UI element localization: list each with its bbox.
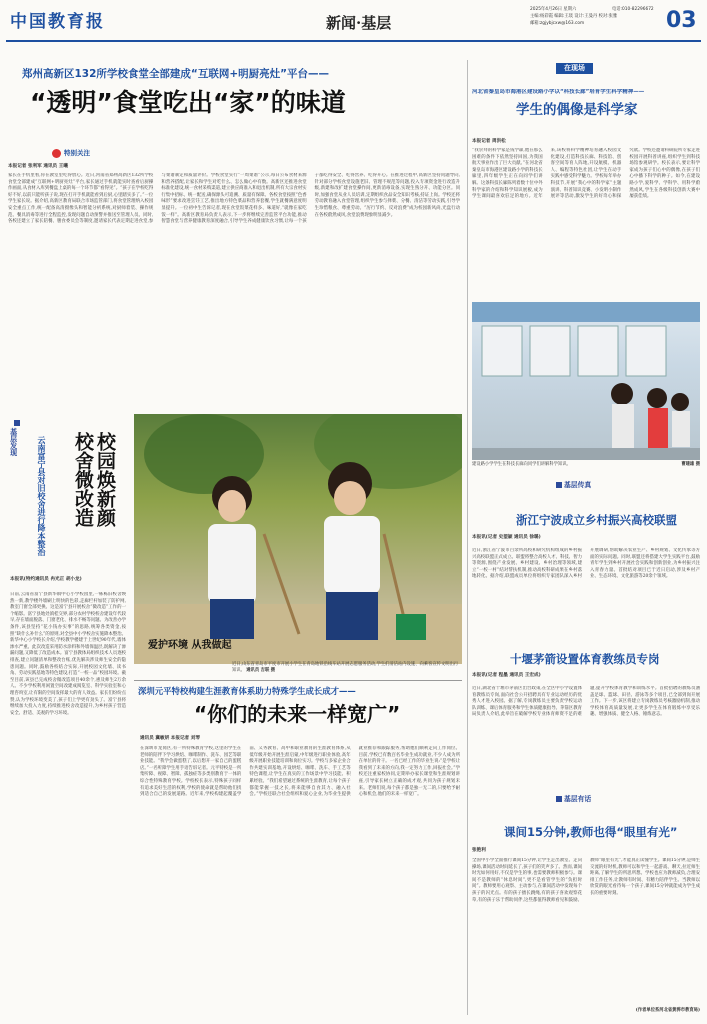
masthead bbox=[0, 0, 707, 58]
meta-line: 电话:010-82296672 bbox=[612, 7, 654, 12]
column-tag bbox=[52, 149, 90, 158]
science-kicker: 河北省秦皇岛市海港区建设路小学以“科技长廊”培育学生科学精神—— bbox=[472, 89, 645, 95]
masthead-meta bbox=[530, 7, 660, 27]
column-tag-label: 特别关注 bbox=[64, 149, 90, 158]
students-picking-litter-illustration bbox=[134, 414, 462, 664]
base-report-headline: 校园焕新颜 校舍微改造 bbox=[72, 432, 116, 527]
shenzhen-body: 在深圳市龙岗区,有一所特殊教育学校,这里的学生在老师的陪伴下学习烘焙、咖啡制作、洗车、园艺等职业技能。“我学会做蛋糕了,以后想开一家自己的蛋糕店。”一名听障学生用手语告诉记者。元平特校是一所集听障、视障、智障、孤独症等多类别教育于一体的综合性特殊教育学校。学校校长表示,特殊孩子同样有追求美好生活的权利,学校的使命就是帮助他们找到适合自己的发展道路。近年来,学校构建起覆盖学前、义务教育、高中和职业教育的生涯教育体系,从低年级开始开展生涯启蒙,中年级进行职业体验,高年级开展职业技能培训和岗位实习。学校与多家企业合作共建实训基地,开设烘焙、咖啡、洗车、手工艺等特色课程,让学生在真实的工作场景中学习技能、积累经验。“我们希望通过系统的生涯教育,让每个孩子都能掌握一技之长,将来能够自食其力、融入社会。”学校还联合社会组织和爱心企业,为毕业生提供就业推荐和跟踪服务,帮助他们顺利走向工作岗位。目前,学校已有数百名毕业生成功就业,不少人成为所在单位的骨干。一名已经工作的毕业生说:“是学校让我看到了未来的方向,我一定努力工作,回报社会。”学校还注重家校协同,定期举办家长课堂和生涯规划讲座,引导家长树立正确的成才观,共同为孩子规划未来。老师们说,每个孩子都是独一无二的,只要给予耐心和机会,他们的未来一样宽广。 bbox=[140, 746, 460, 798]
tag-square-icon bbox=[556, 796, 562, 802]
base-voice-tag-label: 基层有话 bbox=[564, 795, 592, 803]
science-photo-caption bbox=[472, 462, 700, 468]
photo-caption-text: 近日,山东省青岛市平度市开展小学生在青岛地铁沿线车站开展志愿服务活动,学生们清洁站内设施、向乘客宣传文明出行知识。 bbox=[232, 662, 459, 673]
zhejiang-byline: 本报讯(记者 史望颖 通讯员 徐璐) bbox=[472, 535, 541, 540]
science-photo bbox=[472, 302, 700, 460]
star-icon bbox=[52, 149, 61, 158]
science-caption-text: 建设路小学学生在科技长廊向同学们讲解科学知识。 bbox=[472, 462, 571, 467]
base-report-subhead: 云南富宁县对旧校舍进行降本整治 bbox=[37, 436, 46, 556]
photo-credit: 通讯员 吉联 摄 bbox=[246, 668, 276, 673]
science-corridor-illustration bbox=[472, 302, 700, 460]
tag-square-icon bbox=[556, 482, 562, 488]
base-report-tag bbox=[10, 420, 24, 456]
shenzhen-kicker: 深圳元平特校构建生涯教育体系助力特殊学生成长成才—— bbox=[138, 686, 356, 696]
base-report-byline: 本报讯(特约通讯员 冉光正 胡小龙) bbox=[10, 577, 82, 582]
meta-line: 邮箱:zgjybjcxw@163.com bbox=[530, 21, 585, 26]
science-photo-credit: 曹建雄 摄 bbox=[681, 462, 700, 467]
section-divider bbox=[134, 680, 462, 681]
shenzhen-byline: 通讯员 冀敏妍 本报记者 刘琴 bbox=[140, 736, 200, 741]
science-headline: 学生的偶像是科学家 bbox=[516, 102, 638, 118]
meta-line: 主编:杨彩霞 编辑:王琰 设计:王曼丹 校对:张雅 bbox=[530, 14, 618, 19]
meta-line: 2025年4月26日 星期六 bbox=[530, 7, 577, 12]
shenzhen-headline: “你们的未来一样宽广” bbox=[194, 702, 401, 726]
shiyan-body: 近日,湖北省十堰市茅箭区出台政策,在全区中小学设置体育教练员专岗,面向社会公开招聘具有专业运动经历的优秀人才进入校园。据了解,专岗教练员主要负责学校运动队训练、课后体育服务和学生体质健康指导。茅箭区教育局负责人介绍,此举旨在破解学校专业体育师资不足的难题,提升学校体育教学和训练水平。首批招聘的教练员涵盖足球、篮球、田径、游泳等多个项目,已全部到岗开展工作。下一步,该区将建立专岗教练员考核激励机制,推动学校体育高质量发展,让更多学生在体育锻炼中享受乐趣、增强体质、健全人格、锤炼意志。 bbox=[472, 686, 700, 718]
right-column-divider bbox=[467, 60, 468, 1015]
opinion-body: 全国中小学全面推行课间15分钟,让学生走出教室、走向操场,课间活动时间延长了,孩子们的笑声多了。然而,课间时光如何用好,不仅是学生的事,也需要教师积极参与。课间不是教师的“休息时间”,更不是看管学生的“负担时间”。教师要用心观察、主动参与,在课间活动中发现每个孩子的闪光点。有的孩子擅长跳绳,有的孩子喜欢观察花草,有的孩子乐于帮助同伴,这些都值得教师看见和鼓励。教师“眼里有光”,才能真正读懂学生。课间15分钟,是师生交流的好时机,教师可以和学生一起游戏、聊天,拉近师生距离,了解学生的所思所想。学校也应为教师减负,合理安排工作任务,让教师有时间、有精力陪伴学生。当教师以欣赏的眼光看待每一个孩子,课间15分钟就能成为学生成长的重要时刻。 bbox=[472, 858, 700, 903]
opinion-byline: 张艳利 bbox=[472, 848, 486, 853]
masthead-rule bbox=[6, 40, 701, 42]
zhejiang-body: 近日,浙江省宁波市百余所高校和研究机构组成的乡村振兴高校联盟正式成立。联盟将整合高校人才、科技、智力等资源,围绕产业发展、乡村建设、乡村治理等领域,建立“一校一村”结对帮扶机制,推动高校科研成果在乡村落地转化。据介绍,联盟成员单位将组织专家团队深入乡村开展调研,帮助解决农业生产、乡村规划、文化传承等方面的实际问题。同时,联盟还将搭建大学生实践平台,鼓励青年学生到乡村开展社会实践和创新创业,为乡村振兴注入青春力量。首批结对项目已于近日启动,涉及乡村产业、生态环境、文化旅游等20余个领域。 bbox=[472, 548, 700, 580]
on-site-tag: 在现场 bbox=[556, 63, 593, 74]
shiyan-byline: 本报讯(记者 程墨 通讯员 王宏成) bbox=[472, 673, 541, 678]
photo-caption-main: 爱护环境 从我做起 bbox=[148, 640, 232, 651]
science-byline: 本报记者 周洪松 bbox=[472, 139, 506, 144]
shiyan-headline: 十堰茅箭设置体育教练员专岗 bbox=[510, 652, 660, 666]
newspaper-logo: 中国教育报 bbox=[10, 12, 105, 32]
section-title: 新闻·基层 bbox=[326, 14, 392, 32]
science-body: “我崇拜的科学家是钱学森,他在那么困难的条件下依然坚持回国,为我国航天事业作出了巨大贡献。”在河北省秦皇岛市海港区建设路小学的科技长廊里,四年级学生正在向同学们讲解。这条科技长廊陈列着数十位中外科学家的介绍和科学知识展板,成为学生课间最喜欢驻足的地方。近年来,该校将科学精神培育融入校园文化建设,打造科技长廊、科技馆、创客空间等育人阵地,开设航模、机器人、编程等特色社团,让学生在动手实践中感受科学魅力。学校每年举办科技节,开展“我心中的科学家”主题演讲、科普知识竞赛、小发明小制作展评等活动,激发学生的好奇心和探究欲。学校还邀请科研院所专家走进校园开展科普讲座,组织学生到科技场馆参观研学。校长表示,要让科学家成为孩子们心中的偶像,在孩子们心中播下科学的种子。如今,在建设路小学,爱科学、学科学、用科学蔚然成风,学生在各级科技创新大赛中屡获佳绩。 bbox=[472, 148, 700, 200]
lead-body: 家长在手机里看,你在教室里吃得放心。近日,河南省郑州高新区132所学校食堂全部建成“互联网+明厨亮灶”平台,家长通过手机就能实时查看后厨操作画面,从食材入库到餐盘上桌的每一个环节都“看得见”。“孩子在学校吃得好不好,以前只能听孩子说,现在打开手机就能看到后厨,心里踏实多了。”一位学生家长说。据介绍,高新区教育局联合市场监管部门,将食堂管理纳入校园安全重点工作,统一配备高清摄像头和智能分析系统,对厨师着装、操作规范、餐具消毒等进行全程监控,发现问题自动预警并推送至管理人员。同时,各校还建立了家长陪餐、膳食委员会等制度,邀请家长代表定期走进食堂,参与菜谱制定和质量评价。学校食堂实行“一周菜谱”公示,每日公布食材来源和营养搭配,让家长和学生对吃什么、怎么做心中有数。高新区还推进食堂标准化建设,统一食材采购渠道,建立供应商准入和退出机制,所有大宗食材实行集中招标、统一配送,确保源头可追溯、质量有保障。各校食堂按照“色香味形”要求改进烹饪工艺,推出地方特色菜品和营养套餐,学生就餐满意度明显提升。一位初中生告诉记者,现在食堂饭菜花样多、味道好,“就像在家吃饭一样”。高新区教育局负责人表示,下一步将继续完善监管平台功能,推动智慧食堂与营养健康教育深度融合,引导学生养成健康饮食习惯,让每一个孩子都吃得安全、吃得营养、吃得开心。在推进过程中,高新区坚持问题导向,针对部分学校食堂设施老旧、管理不规范等问题,投入专项资金进行改造升级,新建和改扩建食堂操作间,更新消毒设备,实现生熟分开、功能分区。同时,加强食堂从业人员培训,定期组织食品安全知识考核,持证上岗。学校还将劳动教育融入食堂管理,组织学生参与择菜、分餐、清洁等劳动实践,引导学生珍惜粮食、尊重劳动。“厉行节约、反对浪费”成为校园新风尚,光盘行动在各校蔚然成风,食堂浪费现象明显减少。 bbox=[8, 173, 460, 225]
lead-kicker: 郑州高新区132所学校食堂全部建成“互联网+明厨亮灶”平台—— bbox=[22, 68, 330, 80]
tag-square-icon bbox=[14, 420, 20, 426]
page-number: 03 bbox=[666, 8, 697, 33]
lead-byline: 本报记者 张利军 通讯员 王曦 bbox=[8, 164, 68, 169]
base-fax-tag bbox=[556, 482, 591, 489]
opinion-headline: 课间15分钟,教师也得“眼里有光” bbox=[504, 825, 678, 839]
base-report-tag-label: 基层发现 bbox=[9, 428, 18, 456]
opinion-author-note: (作者单位系河北省黄骅市教育局) bbox=[635, 1008, 700, 1013]
lead-photo-caption bbox=[232, 662, 460, 674]
lead-headline: “透明”食堂吃出“家”的味道 bbox=[30, 88, 346, 117]
zhejiang-headline: 浙江宁波成立乡村振兴高校联盟 bbox=[516, 513, 677, 527]
base-voice-tag bbox=[556, 796, 591, 803]
lead-photo bbox=[134, 414, 462, 664]
base-fax-tag-label: 基层传真 bbox=[564, 481, 592, 489]
base-report-body: 日前,云南省富宁县新华镇中心小学校园里,一栋栋旧校舍焕然一新,教学楼外墙刷上明快的色彩,走廊栏杆加装了防护网,教室门窗全部更换。这是富宁县开展校舍“微改造”工作的一个缩影。富宁县地处滇桂交界,部分农村学校校舍建设年代较早,存在墙面脱落、门窗老化、排水不畅等问题。为改善办学条件,该县坚持“花小钱办实事”的思路,统筹各类资金,按照“缺什么补什么”的原则,对全县中小学校舍实施降本整治。新华中心小学校长介绍,学校教学楼建于上世纪90年代,墙体渗水严重。此次改造采用防水涂料和外墙保温层,既解决了渗漏问题,又降低了改造成本。富宁县教体局组织技术人员逐校排查,建立问题清单和整改台账,优先解决涉及师生安全的隐患问题。同时,鼓励各校结合实际,开展校园文化墙、读书角、劳动实践基地等特色建设,打造“一校一品”校园环境。截至目前,该县已完成校舍微改造项目40余个,惠及师生2万余人。不少学校利用闲置空间改建成阅览室、科学实验室和心理咨询室,让有限的空间发挥最大的育人效益。家长们纷纷点赞,认为学校环境变美了,孩子们上学更有劲头了。富宁县将继续加大投入力度,持续推进校舍改造提升,为乡村孩子营造安全、舒适、美观的学习环境。 bbox=[10, 592, 126, 716]
